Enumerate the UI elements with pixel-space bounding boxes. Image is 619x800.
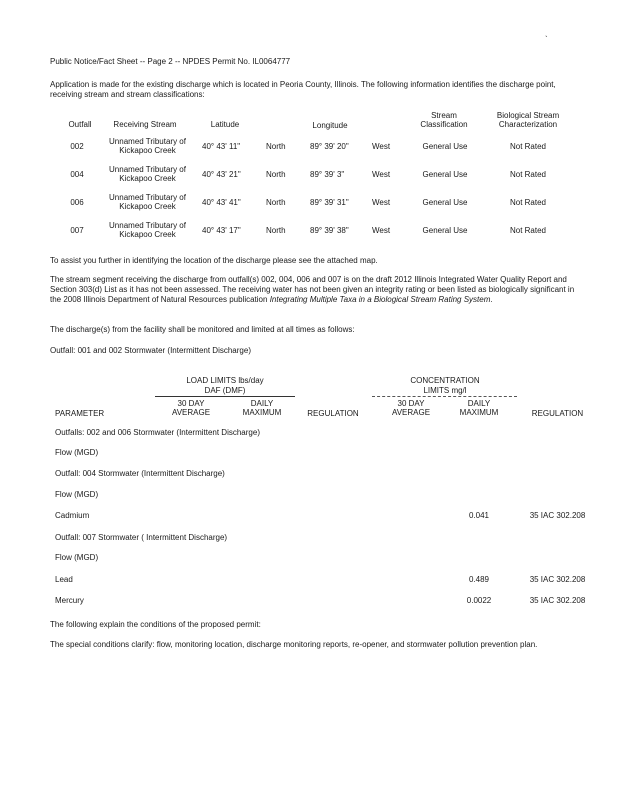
concentration-sub: LIMITS mg/l	[423, 386, 467, 395]
limit-daily-max: 0.041	[468, 511, 490, 520]
load-limits-title: LOAD LIMITS lbs/day	[186, 376, 264, 385]
map-note: To assist you further in identifying the location of the discharge please see the attached map.	[50, 256, 378, 265]
longitude-direction: West	[372, 198, 391, 207]
limit-row-label: Outfall: 004 Stormwater (Intermittent Discharge)	[55, 469, 225, 478]
latitude-direction: North	[266, 142, 286, 151]
limit-regulation: 35 IAC 302.208	[529, 511, 586, 520]
col-load-daily: DAILY MAXIMUM	[242, 399, 282, 417]
corner-mark: `	[545, 35, 548, 44]
latitude-direction: North	[266, 170, 286, 179]
limit-row-label: Cadmium	[55, 511, 90, 520]
page-header: Public Notice/Fact Sheet -- Page 2 -- NPDES Permit No. IL0064777	[50, 57, 291, 66]
latitude-direction: North	[266, 198, 286, 207]
limit-row-label: Flow (MGD)	[55, 448, 99, 457]
biological-characterization: Not Rated	[509, 142, 547, 151]
limit-row-label: Mercury	[55, 596, 84, 605]
longitude-direction: West	[372, 226, 391, 235]
receiving-stream: Unnamed Tributary of Kickapoo Creek	[109, 165, 186, 183]
receiving-stream: Unnamed Tributary of Kickapoo Creek	[109, 193, 186, 211]
limit-daily-max: 0.489	[468, 575, 490, 584]
monitor-note: The discharge(s) from the facility shall be monitored and limited at all times as follows:	[50, 325, 355, 334]
longitude-direction: West	[372, 142, 391, 151]
col-biological-characterization: Biological Stream Characterization	[496, 111, 560, 129]
segment-tail: .	[490, 295, 493, 304]
segment-lead: The stream segment receiving the discharge from outfall(s) 002, 004, 006 and 007 is on the draft 2012 Illinois Integrated Water Quality Report and Section 303(d) List as it has not been assessed. The receiving water has not been given an integrity rating or been listed as biologically significant in the 2008 Illinois Department of Natural Resources publication	[50, 275, 575, 304]
intro-paragraph: Application is made for the existing discharge which is located in Peoria County, Illinois. The following information identifies the discharge point, receiving stream and stream classifications:	[50, 80, 556, 99]
longitude-value: 89° 39' 20"	[310, 142, 349, 151]
col-latitude: Latitude	[210, 120, 240, 129]
outfall-number: 007	[70, 226, 84, 235]
latitude-value: 40° 43' 41"	[202, 198, 241, 207]
segment-publication-title: Integrating Multiple Taxa in a Biological Stream Rating System	[269, 295, 491, 304]
receiving-stream: Unnamed Tributary of Kickapoo Creek	[109, 137, 186, 155]
load-limits-sub: DAF (DMF)	[204, 386, 246, 395]
limit-row-label: Lead	[55, 575, 73, 584]
col-longitude: Longitude	[312, 121, 348, 130]
col-conc-30day: 30 DAY AVERAGE	[391, 399, 431, 417]
col-parameter: PARAMETER	[55, 409, 105, 418]
outfall-line: Outfall: 001 and 002 Stormwater (Intermittent Discharge)	[50, 346, 251, 355]
conditions-note: The following explain the conditions of the proposed permit:	[50, 620, 261, 629]
latitude-value: 40° 43' 21"	[202, 170, 241, 179]
col-load-regulation: REGULATION	[307, 409, 359, 418]
latitude-value: 40° 43' 17"	[202, 226, 241, 235]
col-conc-daily: DAILY MAXIMUM	[459, 399, 499, 417]
biological-characterization: Not Rated	[509, 226, 547, 235]
outfall-number: 006	[70, 198, 84, 207]
segment-paragraph	[50, 275, 580, 305]
stream-classification: General Use	[422, 170, 468, 179]
col-stream-classification: Stream Classification	[420, 111, 468, 129]
col-receiving-stream: Receiving Stream	[113, 120, 177, 129]
stream-classification: General Use	[422, 142, 468, 151]
longitude-value: 89° 39' 3"	[310, 170, 345, 179]
limit-row-label: Flow (MGD)	[55, 490, 99, 499]
concentration-rule	[372, 396, 517, 397]
limit-row-label: Outfalls: 002 and 006 Stormwater (Intermittent Discharge)	[55, 428, 260, 437]
outfall-number: 004	[70, 170, 84, 179]
load-limits-rule	[155, 396, 295, 397]
col-outfall: Outfall	[68, 120, 92, 129]
limit-regulation: 35 IAC 302.208	[529, 596, 586, 605]
receiving-stream: Unnamed Tributary of Kickapoo Creek	[109, 221, 186, 239]
outfall-number: 002	[70, 142, 84, 151]
longitude-value: 89° 39' 31"	[310, 198, 349, 207]
concentration-title: CONCENTRATION	[410, 376, 480, 385]
col-load-30day: 30 DAY AVERAGE	[171, 399, 211, 417]
limit-regulation: 35 IAC 302.208	[529, 575, 586, 584]
limit-daily-max: 0.0022	[466, 596, 492, 605]
col-conc-regulation: REGULATION	[531, 409, 584, 418]
stream-classification: General Use	[422, 198, 468, 207]
stream-classification: General Use	[422, 226, 468, 235]
special-conditions: The special conditions clarify: flow, monitoring location, discharge monitoring reports, re-opener, and stormwater pollution prevention plan.	[50, 640, 538, 649]
longitude-direction: West	[372, 170, 391, 179]
limit-row-label: Outfall: 007 Stormwater ( Intermittent Discharge)	[55, 533, 228, 542]
biological-characterization: Not Rated	[509, 198, 547, 207]
limit-row-label: Flow (MGD)	[55, 553, 99, 562]
latitude-direction: North	[266, 226, 286, 235]
biological-characterization: Not Rated	[509, 170, 547, 179]
longitude-value: 89° 39' 38"	[310, 226, 349, 235]
latitude-value: 40° 43' 11"	[202, 142, 241, 151]
